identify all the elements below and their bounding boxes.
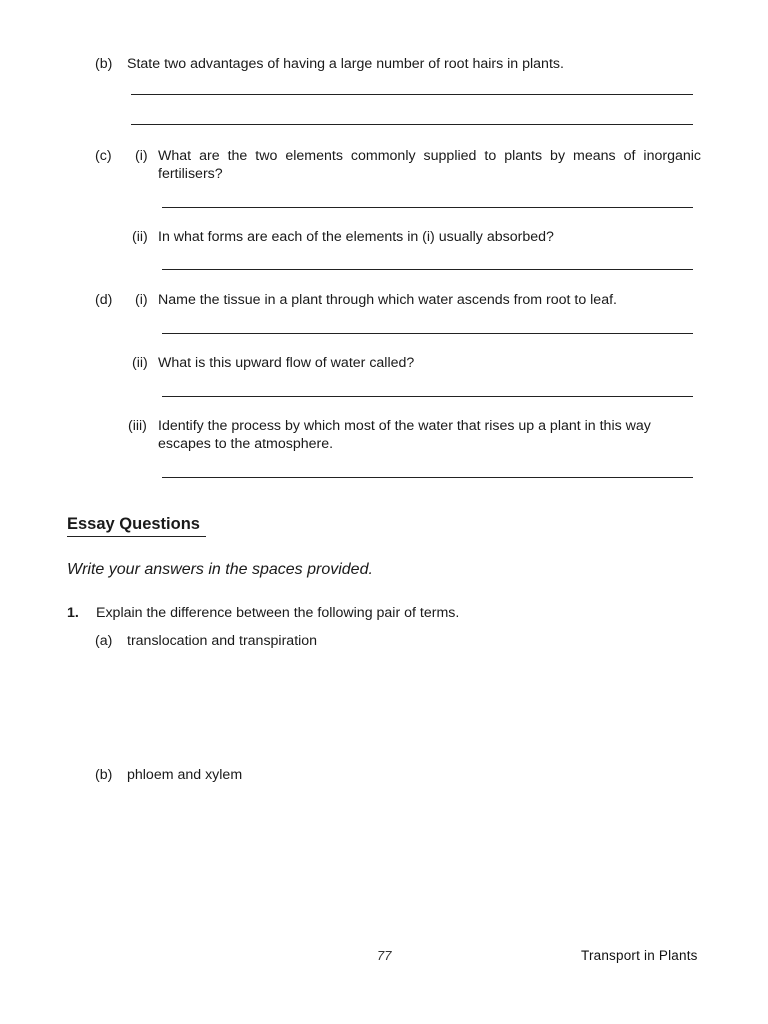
part-c-label: (c) [95, 148, 112, 164]
essay-answer-space-b[interactable] [127, 790, 693, 920]
part-b-question: State two advantages of having a large number of root hairs in plants. [127, 56, 564, 72]
part-d-i-label: (i) [135, 292, 148, 308]
chapter-title: Transport in Plants [581, 948, 698, 963]
answer-line-d-i[interactable] [162, 333, 693, 334]
part-d-iii-question: Identify the process by which most of the water that rises up a plant in this way escapes to the atmosphere. [158, 418, 651, 452]
page-number: 77 [377, 948, 392, 963]
answer-line-d-iii[interactable] [162, 477, 693, 478]
essay-instruction: Write your answers in the spaces provided. [67, 561, 373, 578]
answer-line-c-i[interactable] [162, 207, 693, 208]
part-d-ii-label: (ii) [132, 355, 148, 371]
answer-line-d-ii[interactable] [162, 396, 693, 397]
part-d-i-question: Name the tissue in a plant through which water ascends from root to leaf. [158, 292, 617, 308]
essay-part-b-text: phloem and xylem [127, 767, 243, 783]
essay-part-a-label: (a) [95, 633, 113, 649]
essay-part-a-text: translocation and transpiration [127, 633, 318, 649]
heading-underline [67, 536, 206, 537]
part-c-i-question: What are the two elements commonly supplied to plants by means of inorganic fertilisers? [158, 148, 701, 182]
question-number: 1. [67, 605, 79, 621]
question-1-text: Explain the difference between the following pair of terms. [96, 605, 460, 621]
part-c-ii-question: In what forms are each of the elements in (i) usually absorbed? [158, 229, 554, 245]
part-c-i-label: (i) [135, 148, 148, 164]
part-d-iii-label: (iii) [128, 418, 147, 434]
answer-line-b2[interactable] [131, 124, 693, 125]
answer-line-b1[interactable] [131, 94, 693, 95]
section-heading: Essay Questions [67, 515, 200, 533]
answer-line-c-ii[interactable] [162, 269, 693, 270]
part-d-label: (d) [95, 292, 113, 308]
essay-part-b-label: (b) [95, 767, 113, 783]
part-c-ii-label: (ii) [132, 229, 148, 245]
part-d-ii-question: What is this upward flow of water called? [158, 355, 415, 371]
essay-answer-space-a[interactable] [127, 656, 693, 756]
part-b-label: (b) [95, 56, 113, 72]
